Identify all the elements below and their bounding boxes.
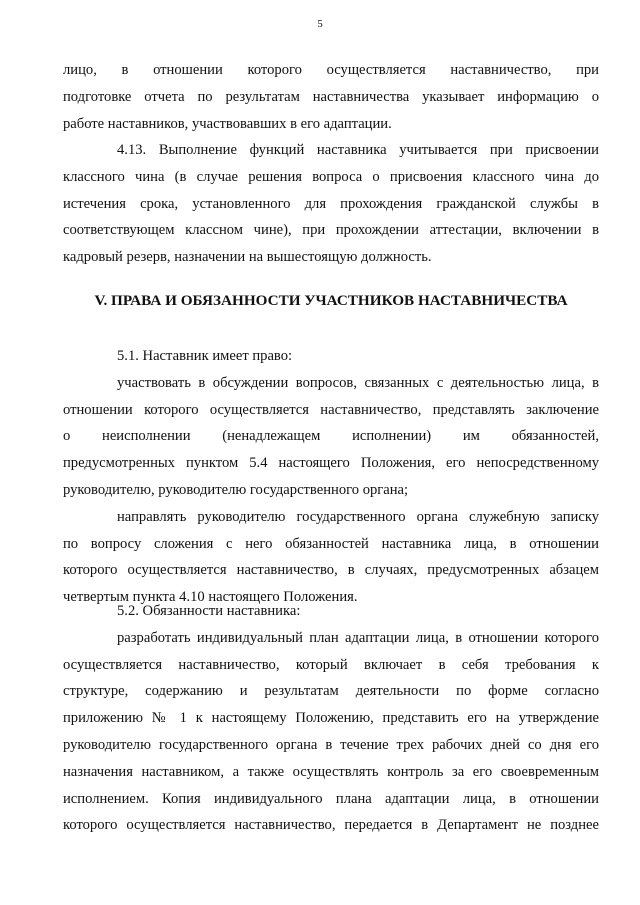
text-line: 4.13. Выполнение функций наставника учитывается при присвоении: [117, 142, 599, 158]
text-line: предусмотренных пунктом 5.4 настоящего Положения, его непосредственному: [63, 455, 599, 472]
text-line: назначения наставником, а также осуществлять контроль за его своевременным: [63, 763, 599, 780]
clause-title: 5.1. Наставник имеет право:: [117, 348, 293, 364]
text-line: руководителю, руководителю государственного органа;: [63, 481, 409, 498]
section-heading: V. ПРАВА И ОБЯЗАННОСТИ УЧАСТНИКОВ НАСТАВНИЧЕСТВА: [94, 292, 568, 309]
page-number: 5: [317, 18, 323, 30]
text-line: работе наставников, участвовавших в его адаптации.: [63, 115, 392, 132]
text-line: структуре, содержанию и результатам деятельности по форме согласно: [63, 683, 599, 700]
clause-title: 5.2. Обязанности наставника:: [117, 603, 301, 619]
text-line: соответствующем классном чине), при прохождении аттестации, включении в: [63, 222, 599, 239]
text-line: разработать индивидуальный план адаптации лица, в отношении которого: [117, 629, 599, 646]
text-line: которого осуществляется наставничество, передается в Департамент не позднее: [63, 817, 599, 834]
text-line: руководителю государственного органа в течение трех рабочих дней со дня его: [63, 736, 599, 753]
paragraph-5-2: [63, 598, 599, 839]
text-line: четвертым пункта 4.10 настоящего Положения.: [63, 589, 358, 606]
text-line: участвовать в обсуждении вопросов, связанных с деятельностью лица, в: [117, 374, 599, 391]
paragraph-continuation: [63, 57, 599, 137]
paragraph-5-1: [63, 343, 599, 611]
text-line: кадровый резерв, назначении на вышестоящую должность.: [63, 249, 432, 266]
text-line: по вопросу сложения с него обязанностей наставника лица, в отношении: [63, 535, 599, 552]
text-line: приложению № 1 к настоящему Положению, представить его на утверждение: [63, 710, 599, 727]
text-line: классного чина (в случае решения вопроса о присвоения классного чина до: [63, 168, 599, 185]
text-line: которого осуществляется наставничество, в случаях, предусмотренных абзацем: [63, 562, 599, 579]
text-line: лицо, в отношении которого осуществляется наставничество, при: [63, 62, 599, 78]
text-line: истечения срока, установленного для прохождения гражданской службы в: [63, 195, 599, 212]
text-line: о неисполнении (ненадлежащем исполнении) им обязанностей,: [63, 428, 599, 445]
text-line: направлять руководителю государственного органа служебную записку: [117, 508, 599, 525]
paragraph-4-13: [63, 137, 599, 271]
text-line: осуществляется наставничество, который включает в себя требования к: [63, 656, 599, 673]
text-line: подготовке отчета по результатам наставничества указывает информацию о: [63, 88, 599, 105]
text-line: исполнением. Копия индивидуального плана адаптации лица, в отношении: [63, 790, 599, 807]
text-line: отношении которого осуществляется наставничество, представлять заключение: [63, 401, 599, 418]
